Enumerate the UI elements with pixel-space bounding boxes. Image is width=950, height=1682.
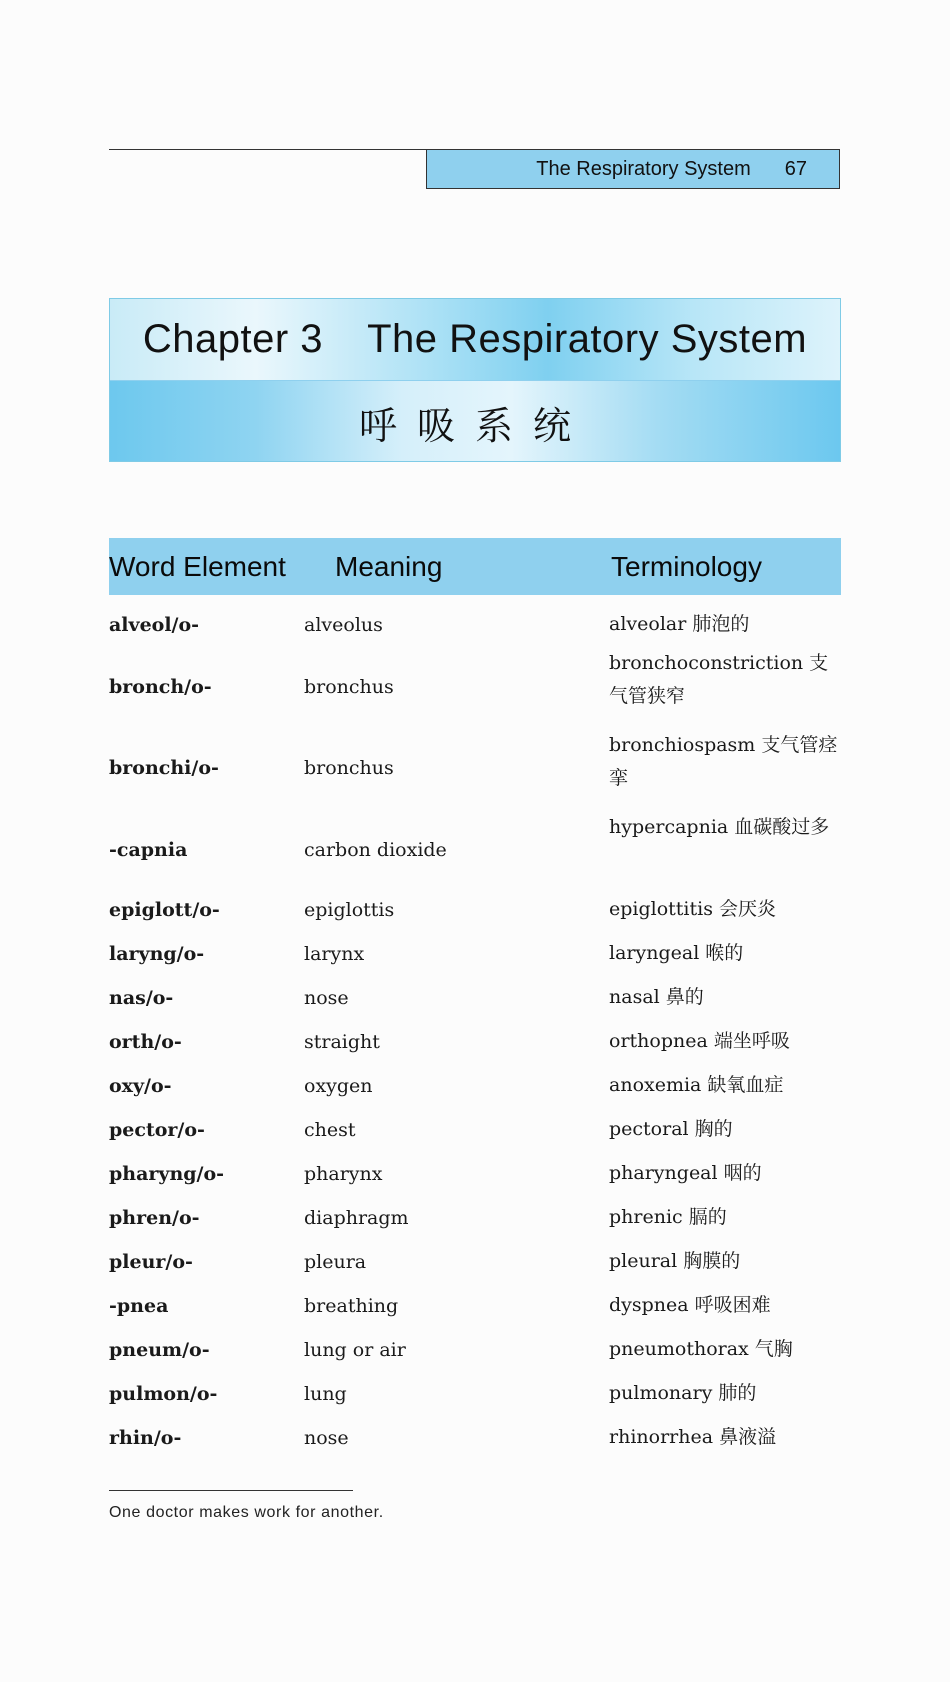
word-element: rhin/o- (109, 1427, 182, 1449)
terminology: pleural 胸膜的 (609, 1250, 741, 1272)
terminology: laryngeal 喉的 (609, 942, 744, 964)
meaning: straight (304, 1031, 380, 1053)
footnote-rule (109, 1490, 353, 1491)
table-row (109, 1229, 841, 1273)
meaning: lung or air (304, 1339, 406, 1361)
word-element: bronch/o- (109, 676, 212, 698)
terminology: dyspnea 呼吸困难 (609, 1294, 771, 1316)
header-terminology: Terminology (611, 551, 762, 582)
meaning: lung (304, 1383, 347, 1405)
terminology: pectoral 胸的 (609, 1118, 733, 1140)
terminology: alveolar 肺泡的 (609, 613, 750, 635)
table-row (109, 1097, 841, 1141)
word-element: laryng/o- (109, 943, 205, 965)
word-element-table (109, 600, 841, 1449)
terminology: pneumothorax 气胸 (609, 1338, 793, 1360)
chapter-title-cn: 呼吸系统 (110, 381, 840, 462)
terminology: anoxemia 缺氧血症 (609, 1074, 784, 1096)
word-element: pector/o- (109, 1119, 205, 1141)
table-row (109, 713, 841, 795)
table-row (109, 1141, 841, 1185)
table-row (109, 1053, 841, 1097)
terminology: bronchoconstriction 支气管狭窄 (609, 652, 829, 707)
meaning: epiglottis (304, 899, 395, 921)
word-element: epiglott/o- (109, 899, 220, 921)
table-row (109, 1361, 841, 1405)
word-element: -capnia (109, 839, 188, 861)
word-element: pneum/o- (109, 1339, 210, 1361)
chapter-label: Chapter 3 (142, 317, 324, 361)
word-element: -pnea (109, 1295, 169, 1317)
meaning: carbon dioxide (304, 839, 447, 861)
meaning: breathing (304, 1295, 399, 1317)
table-row (109, 921, 841, 965)
word-element: pharyng/o- (109, 1163, 225, 1185)
terminology: nasal 鼻的 (609, 986, 704, 1008)
meaning: bronchus (304, 676, 394, 698)
meaning: chest (304, 1119, 356, 1141)
word-element: alveol/o- (109, 614, 200, 636)
word-element: nas/o- (109, 987, 174, 1009)
footnote: One doctor makes work for another. (109, 1504, 384, 1521)
terminology: orthopnea 端坐呼吸 (609, 1030, 790, 1052)
table-row (109, 627, 841, 713)
meaning: pharynx (304, 1163, 383, 1185)
word-element: pleur/o- (109, 1251, 193, 1273)
meaning: larynx (304, 943, 365, 965)
terminology: hypercapnia 血碳酸过多 (609, 816, 830, 838)
meaning: diaphragm (304, 1207, 409, 1229)
header-rule (109, 149, 427, 150)
running-header-title: The Respiratory System (536, 157, 751, 180)
word-element: phren/o- (109, 1207, 200, 1229)
terminology: pharyngeal 咽的 (609, 1162, 762, 1184)
meaning: oxygen (304, 1075, 373, 1097)
meaning: nose (304, 1427, 349, 1449)
terminology: phrenic 膈的 (609, 1206, 727, 1228)
table-row (109, 1185, 841, 1229)
table-row (109, 600, 841, 636)
meaning: alveolus (304, 614, 383, 636)
table-row (109, 1009, 841, 1053)
table-row (109, 965, 841, 1009)
meaning: nose (304, 987, 349, 1009)
table-row (109, 1317, 841, 1361)
meaning: bronchus (304, 757, 394, 779)
table-row (109, 877, 841, 921)
meaning: pleura (304, 1251, 367, 1273)
table-header (109, 538, 841, 595)
header-word-element: Word Element (109, 551, 286, 582)
terminology: epiglottitis 会厌炎 (609, 898, 777, 920)
terminology: bronchiospasm 支气管痉挛 (609, 734, 838, 789)
page-number: 67 (784, 157, 807, 180)
table-row (109, 795, 841, 877)
word-element: bronchi/o- (109, 757, 219, 779)
chapter-banner (109, 298, 841, 462)
word-element: oxy/o- (109, 1075, 172, 1097)
word-element: orth/o- (109, 1031, 182, 1053)
chapter-title: The Respiratory System (367, 317, 808, 361)
word-element: pulmon/o- (109, 1383, 218, 1405)
table-row (109, 1273, 841, 1317)
terminology: rhinorrhea 鼻液溢 (609, 1426, 777, 1448)
table-row (109, 1405, 841, 1449)
chapter-title-en (110, 299, 840, 381)
header-meaning: Meaning (335, 551, 443, 582)
running-header (426, 149, 840, 189)
terminology: pulmonary 肺的 (609, 1382, 757, 1404)
